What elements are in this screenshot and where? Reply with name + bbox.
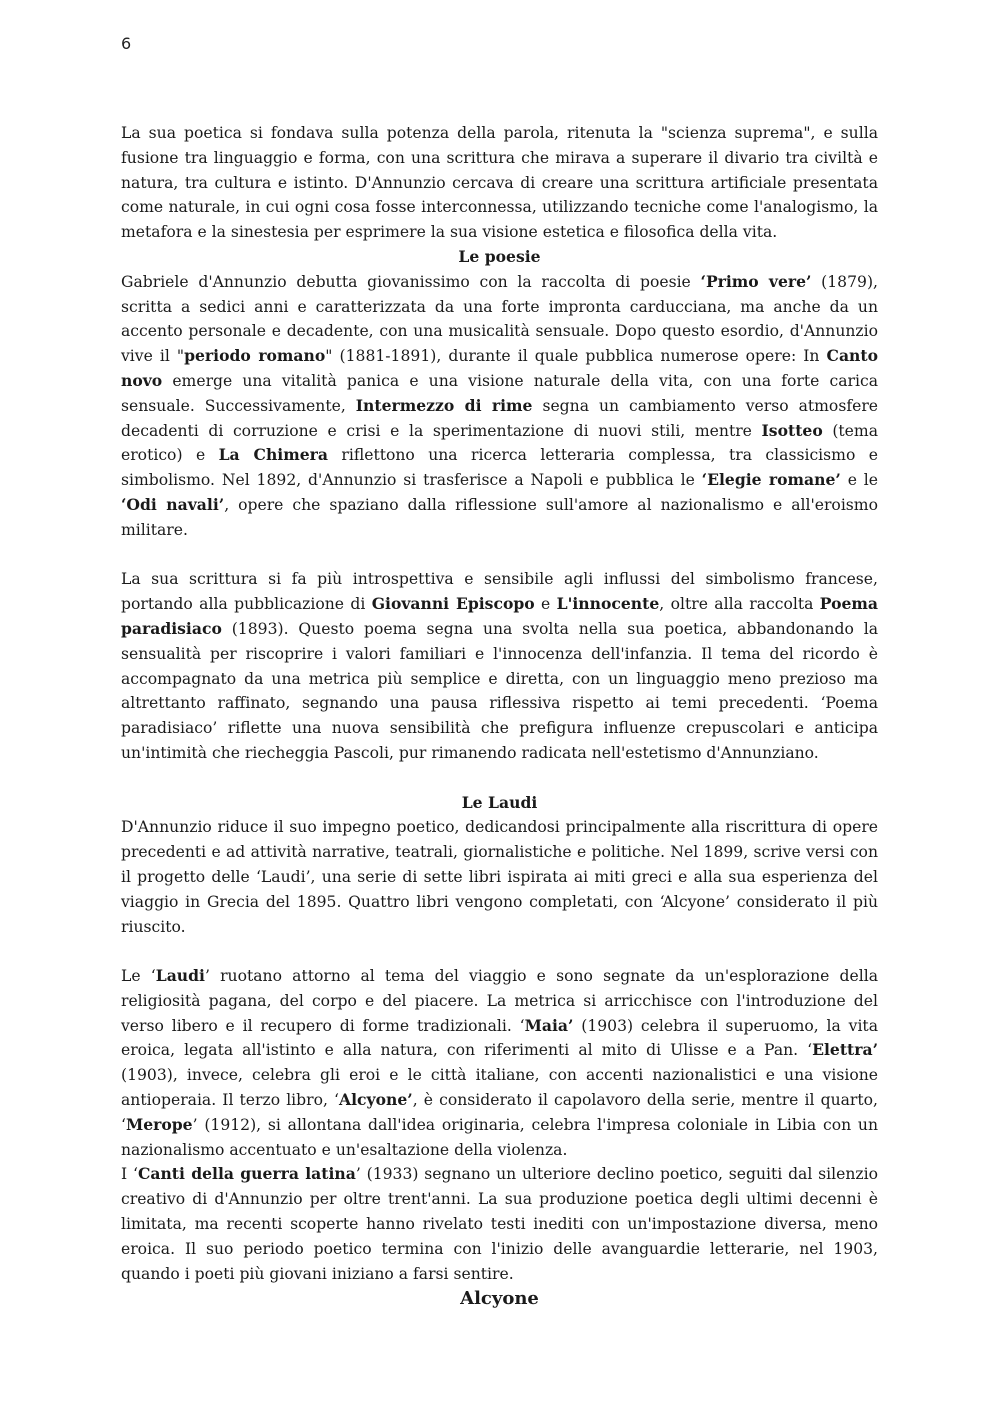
bold-title: Maia’: [524, 1015, 574, 1035]
paragraph-canti-guerra-latina: I ‘Canti della guerra latina’ (1933) segnano un ulteriore declino poetico, seguiti dal silenzio creativo di d'Annunzio per oltre trent'anni. La sua produzione poetica degli ultimi decenni è limitata, ma recenti scoperte hanno rivelato testi inediti con un'impostazione diversa, meno eroica. Il suo periodo poetico termina con l'inizio delle avanguardie letterarie, nel 1903, quando i poeti più giovani iniziano a farsi sentire.: [121, 1164, 878, 1283]
paragraph-poesie-intro: Gabriele d'Annunzio debutta giovanissimo con la raccolta di poesie ‘Primo vere’ (1879), scritta a sedici anni e caratterizzata da una forte impronta carducciana, ma anche da un accento personale e decadente, con una musicalità sensuale. Dopo questo esordio, d'Annunzio vive il "periodo romano" (1881-1891), durante il quale pubblica numerose opere: In Canto novo emerge una vitalità panica e una visione naturale della vita, con una forte carica sensuale. Successivamente, Intermezzo di rime segna un cambiamento verso atmosfere decadenti di corruzione e crisi e la sperimentazione di nuovi stili, mentre Isotteo (tema erotico) e La Chimera riflettono una ricerca letteraria complessa, tra classicismo e simbolismo. Nel 1892, d'Annunzio si trasferisce a Napoli e pubblica le ‘Elegie romane’ e le ‘Odi navali’, opere che spaziano dalla riflessione sull'amore al nazionalismo e all'eroismo militare.: [121, 271, 879, 539]
bold-title: Giovanni Episcopo: [371, 594, 535, 614]
paragraph-poema-paradisiaco: La sua scrittura si fa più introspettiva e sensibile agli influssi del simbolismo francese, portando alla pubblicazione di Giovanni Episcopo e L'innocente, oltre alla raccolta Poema paradisiaco (1893). Questo poema segna una svolta nella sua poetica, abbandonando la sensualità per riscoprire i valori familiari e l'innocenza dell'infanzia. Il tema del ricordo è accompagnato da una metrica più semplice e diretta, con un linguaggio meno prezioso ma altrettanto raffinato, segnando una pausa riflessiva rispetto ai temi precedenti. ‘Poema paradisiaco’ riflette una nuova sensibilità che prefigura influenze crepuscolari e anticipa un'intimità che riecheggia Pascoli, pur rimanendo radicata nell'estetismo d'Annunziano.: [121, 570, 878, 762]
paragraph-gap: [121, 543, 878, 568]
bold-title: Poema paradisiaco: [121, 594, 878, 638]
paragraph-gap: [121, 939, 878, 964]
bold-title: Merope: [125, 1114, 193, 1134]
paragraph-laudi-detail: Le ‘Laudi’ ruotano attorno al tema del viaggio e sono segnate da un'esplorazione della religiosità pagana, del corpo e del piacere. La metrica si arricchisce con l'introduzione del verso libero e il recupero di forme tradizionali. ‘Maia’ (1903) celebra il superuomo, la vita eroica, legata all'istinto e alla natura, con riferimenti al mito di Ulisse e a Pan. ‘Elettra’ (1903), invece, celebra gli eroi e le città italiane, con accenti nazionalistici e una visione antioperaia. Il terzo libro, ‘Alcyone’, è considerato il capolavoro della serie, mentre il quarto, ‘Merope’ (1912), si allontana dall'idea originaria, celebra l'impresa coloniale in Libia con un nazionalismo accentuato e un'esaltazione della violenza.: [121, 966, 879, 1159]
bold-title: Intermezzo di rime: [355, 395, 533, 415]
paragraph-poetica: La sua poetica si fondava sulla potenza della parola, ritenuta la "scienza suprema", e sulla fusione tra linguaggio e forma, con una scrittura che mirava a superare il divario tra civiltà e natura, tra cultura e istinto. D'Annunzio cercava di creare una scrittura artificiale presentata come naturale, in cui ogni cosa fosse interconnessa, utilizzando tecniche come l'analogismo, la metafora e la sinestesia per esprimere la sua visione estetica e filosofica della vita.: [121, 124, 878, 242]
bold-title: ‘Elegie romane’: [701, 470, 841, 490]
bold-title: Canti della guerra latina: [137, 1164, 356, 1184]
document-body: [121, 121, 878, 1312]
heading-alcyone: Alcyone: [460, 1288, 539, 1310]
bold-title: ‘Primo vere’: [700, 271, 812, 291]
bold-title: Alcyone’: [339, 1090, 413, 1110]
bold-title: periodo romano: [184, 346, 326, 366]
bold-title: La Chimera: [218, 445, 328, 465]
page-number: 6: [121, 34, 132, 53]
heading-le-poesie: Le poesie: [458, 246, 541, 266]
heading-le-laudi: Le Laudi: [461, 792, 538, 812]
paragraph-laudi-intro: D'Annunzio riduce il suo impegno poetico, dedicandosi principalmente alla riscrittura di opere precedenti e ad attività narrative, teatrali, giornalistiche e politiche. Nel 1899, scrive versi con il progetto delle ‘Laudi’, una serie di sette libri ispirata ai miti greci e alla sua esperienza del viaggio in Grecia del 1895. Quattro libri vengono completati, con ‘Alcyone’ considerato il più riuscito.: [121, 818, 878, 936]
bold-title: Elettra’: [812, 1040, 878, 1060]
bold-title: ‘Odi navali’: [121, 494, 225, 514]
bold-title: Laudi: [155, 966, 205, 986]
bold-title: Canto novo: [121, 346, 878, 390]
bold-title: Isotteo: [761, 420, 823, 440]
paragraph-gap: [121, 766, 878, 791]
bold-title: L'innocente: [556, 594, 660, 614]
